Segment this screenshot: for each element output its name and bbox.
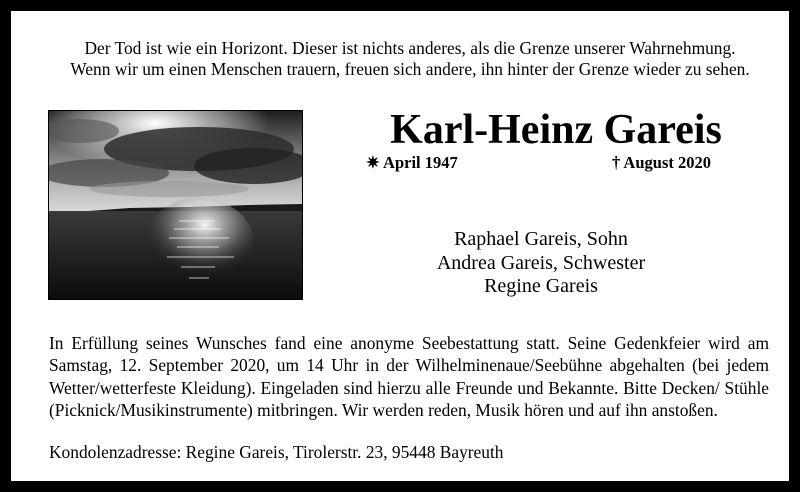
sea-sunset-photo	[48, 110, 303, 300]
birth-date: ✷ April 1947	[366, 153, 458, 172]
mourner-sister: Andrea Gareis, Schwester	[436, 251, 646, 274]
mourners-list	[371, 228, 711, 299]
quote-line-1: Der Tod ist wie ein Horizont. Dieser ist nichts anderes, als die Grenze unserer Wahrnehmung.	[84, 38, 736, 58]
death-date: † August 2020	[611, 153, 711, 172]
condolence-address: Kondolenzadresse: Regine Gareis, Tirolerstr. 23, 95448 Bayreuth	[49, 442, 504, 462]
quote-line-2: Wenn wir um einen Menschen trauern, freuen sich andere, ihn hinter der Grenze wieder zu sehen.	[70, 59, 750, 79]
memorial-announcement: In Erfüllung seines Wunsches fand eine anonyme Seebestattung statt. Seine Gedenkfeier wird am Samstag, 12. September 2020, um 14 Uhr in der Wilhelminenaue/Seebühne abgehalten (bei jedem Wetter/wetterfeste Kleidung). Eingeladen sind hierzu alle Freunde und Bekannte. Bitte Decken/ Stühle (Picknick/Musikinstrumente) mitbringen. Wir werden reden, Musik hören und auf ihn anstoßen.	[49, 333, 769, 420]
deceased-name: Karl-Heinz Gareis	[390, 107, 722, 153]
life-dates	[366, 152, 711, 174]
mourner-regine: Regine Gareis	[484, 275, 598, 297]
memorial-quote	[49, 38, 771, 80]
mourner-son: Raphael Gareis, Sohn	[454, 228, 628, 250]
